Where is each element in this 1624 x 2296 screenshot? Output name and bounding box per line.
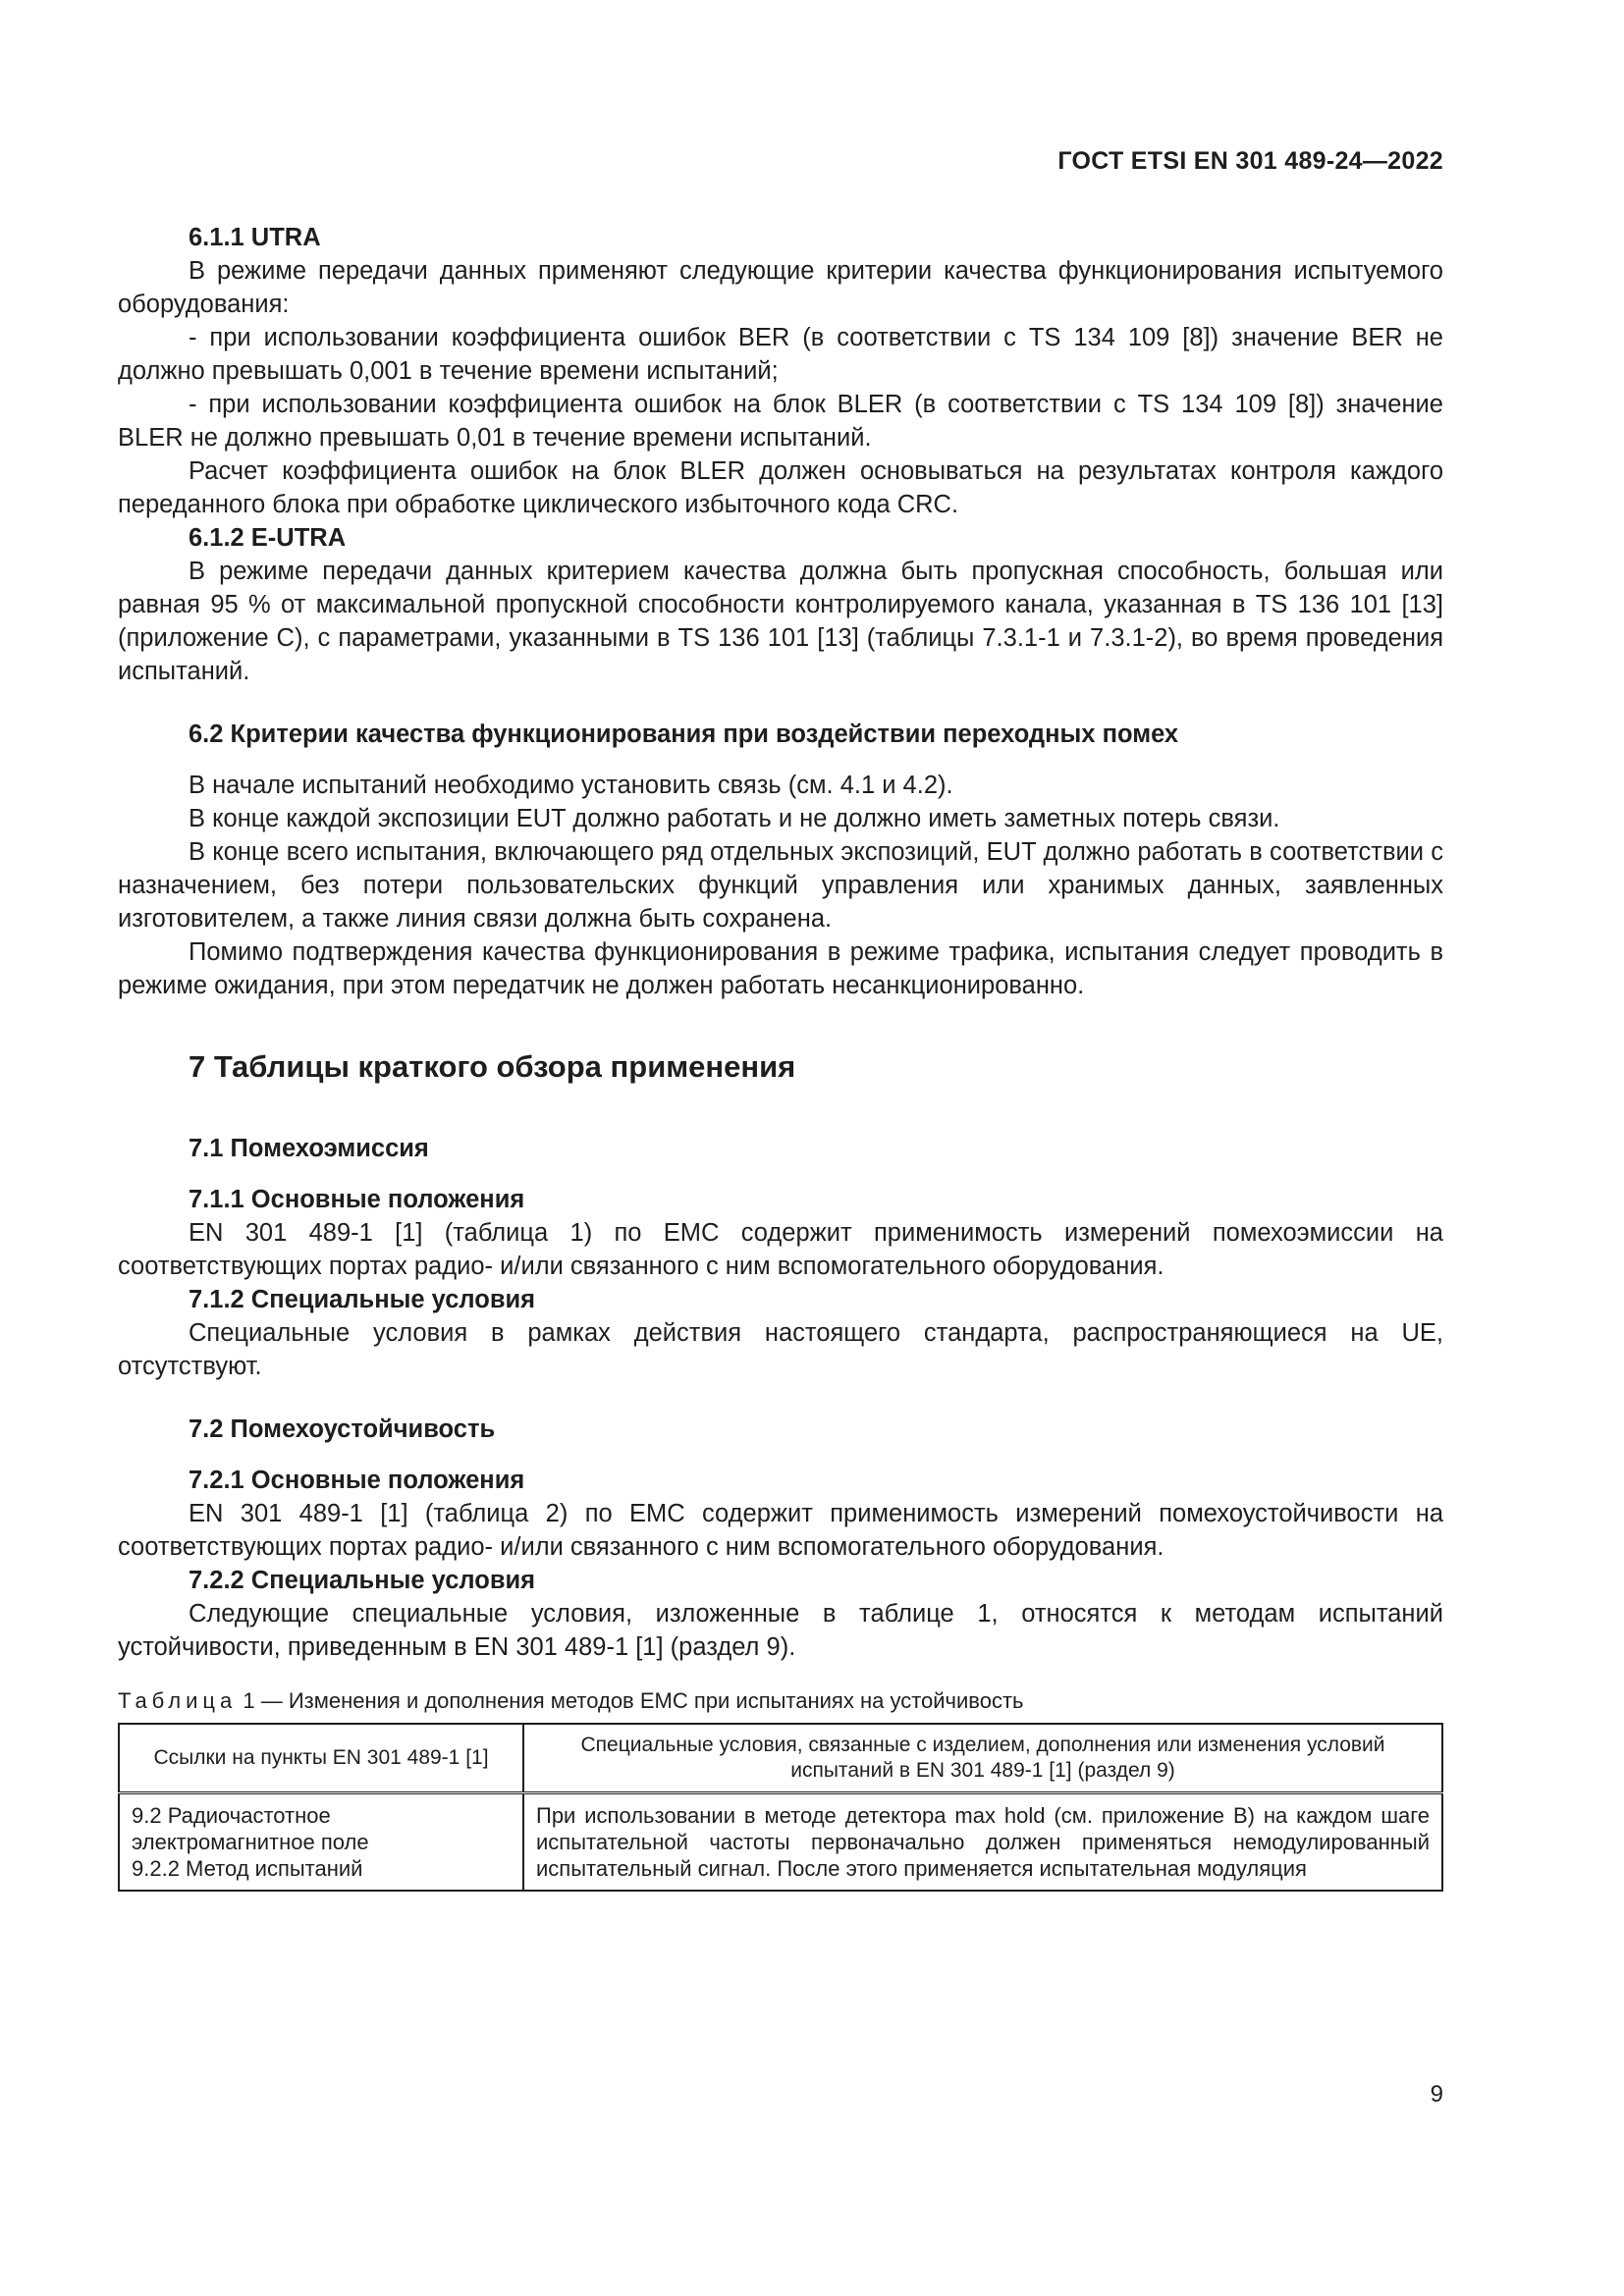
table-1 xyxy=(118,1723,1443,1892)
paragraph: В режиме передачи данных применяют следующие критерии качества функционирования испытуемого оборудования: xyxy=(118,257,1443,318)
paragraph: EN 301 489-1 [1] (таблица 1) по ЕМС содержит применимость измерений помехоэмиссии на соответствующих портах радио- и/или связанного с ним вспомогательного оборудования. xyxy=(118,1219,1443,1280)
page-number: 9 xyxy=(1430,2081,1443,2108)
heading-6-2: 6.2 Критерии качества функционирования при воздействии переходных помех xyxy=(189,721,1179,748)
heading-6-1-1: 6.1.1 UTRA xyxy=(189,224,321,251)
paragraph: - при использовании коэффициента ошибок BER (в соответствии с TS 134 109 [8]) значение BER не должно превышать 0,001 в течение времени испытаний; xyxy=(118,324,1443,385)
table-row xyxy=(119,1793,1442,1892)
table-header-cell: Ссылки на пункты EN 301 489-1 [1] xyxy=(119,1724,523,1793)
reference-line: 9.2.2 Метод испытаний xyxy=(132,1856,363,1881)
table-cell-conditions: При использовании в методе детектора max hold (см. приложение В) на каждом шаге испытательной частоты первоначально должен применяться немодулированный испытательный сигнал. После этого применяется испытательная модуляция xyxy=(523,1793,1442,1892)
table-caption xyxy=(118,1687,1443,1715)
table-cell-reference xyxy=(119,1793,523,1892)
table-header-cell: Специальные условия, связанные с изделием, дополнения или изменения условий испытаний в EN 301 489-1 [1] (раздел 9) xyxy=(523,1724,1442,1793)
table-caption-text: 1 — Изменения и дополнения методов ЕМС при испытаниях на устойчивость xyxy=(237,1688,1024,1713)
paragraph: - при использовании коэффициента ошибок на блок BLER (в соответствии с TS 134 109 [8]) значение BLER не должно превышать 0,01 в течение времени испытаний. xyxy=(118,391,1443,452)
document-body xyxy=(118,221,1443,1892)
reference-line: 9.2 Радиочастотное электромагнитное поле xyxy=(132,1803,369,1854)
paragraph: Следующие специальные условия, изложенные в таблице 1, относятся к методам испытаний устойчивости, приведенным в EN 301 489-1 [1] (раздел 9). xyxy=(118,1600,1443,1661)
heading-7-2: 7.2 Помехоустойчивость xyxy=(189,1415,496,1443)
paragraph: В конце всего испытания, включающего ряд отдельных экспозиций, EUT должно работать в соответствии с назначением, без потери пользовательских функций управления или хранимых данных, заявленных изготовителем, а также линия связи должна быть сохранена. xyxy=(118,838,1443,933)
paragraph: Расчет коэффициента ошибок на блок BLER должен основываться на результатах контроля каждого переданного блока при обработке циклического избыточного кода CRC. xyxy=(118,457,1443,518)
heading-7-2-1: 7.2.1 Основные положения xyxy=(189,1467,525,1494)
paragraph: В начале испытаний необходимо установить связь (см. 4.1 и 4.2). xyxy=(189,772,953,799)
table-header-row xyxy=(119,1724,1442,1793)
heading-7: 7 Таблицы краткого обзора применения xyxy=(189,1049,796,1084)
paragraph: Специальные условия в рамках действия настоящего стандарта, распространяющиеся на UE, отсутствуют. xyxy=(118,1319,1443,1380)
paragraph: В режиме передачи данных критерием качества должна быть пропускная способность, большая или равная 95 % от максимальной пропускной способности контролируемого канала, указанная в TS 136 101 [13] (приложение С), с параметрами, указанными в TS 136 101 [13] (таблицы 7.3.1-1 и 7.3.1-2), во время проведения испытаний. xyxy=(118,558,1443,685)
heading-7-1: 7.1 Помехоэмиссия xyxy=(189,1135,429,1162)
table-caption-label: Таблица xyxy=(118,1688,238,1713)
heading-6-1-2: 6.1.2 E-UTRA xyxy=(189,524,347,552)
heading-7-1-2: 7.1.2 Специальные условия xyxy=(189,1286,536,1313)
heading-7-2-2: 7.2.2 Специальные условия xyxy=(189,1567,536,1594)
paragraph: Помимо подтверждения качества функционирования в режиме трафика, испытания следует проводить в режиме ожидания, при этом передатчик не должен работать несанкционированно. xyxy=(118,938,1443,999)
paragraph: В конце каждой экспозиции EUT должно работать и не должно иметь заметных потерь связи. xyxy=(189,805,1280,832)
paragraph: EN 301 489-1 [1] (таблица 2) по ЕМС содержит применимость измерений помехоустойчивости на соответствующих портах радио- и/или связанного с ним вспомогательного оборудования. xyxy=(118,1500,1443,1561)
heading-7-1-1: 7.1.1 Основные положения xyxy=(189,1186,525,1213)
document-header: ГОСТ ETSI EN 301 489-24—2022 xyxy=(1057,147,1443,175)
